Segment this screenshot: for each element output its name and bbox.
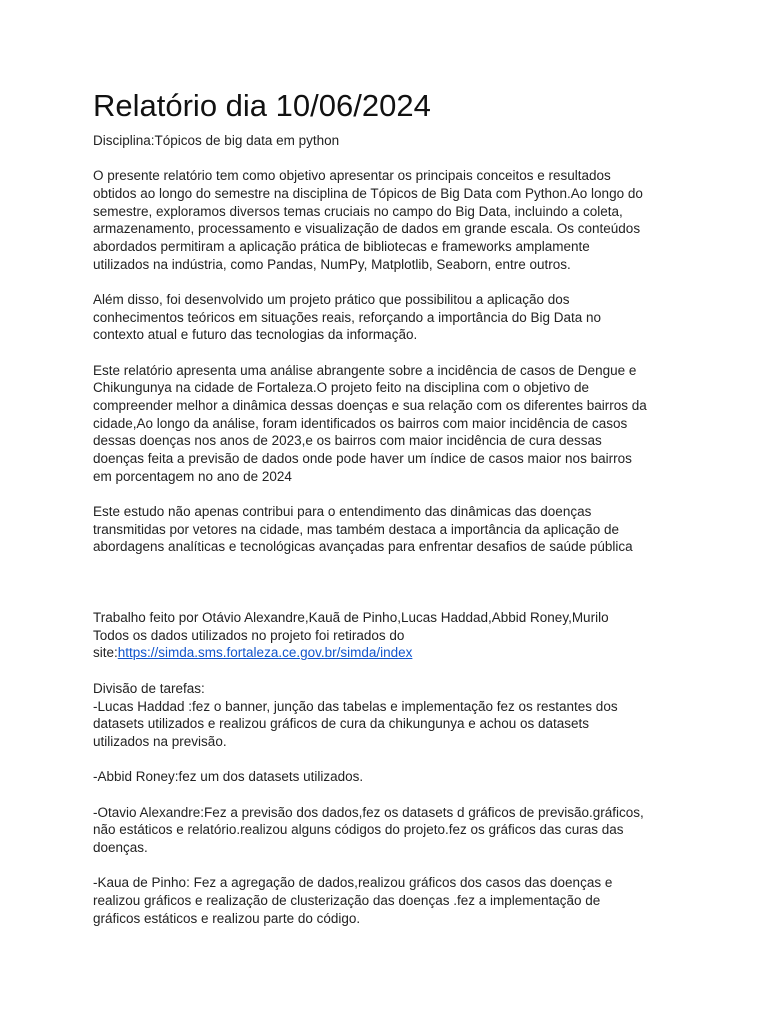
text-line: armazenamento, processamento e visualização de dados em grande escala. Os conteúdos (93, 221, 641, 236)
text-line: O presente relatório tem como objetivo apresentar os principais conceitos e resultados (93, 168, 611, 183)
task-line: -Otavio Alexandre:Fez a previsão dos dados,fez os datasets d gráficos de previsão.gráficos, (93, 805, 644, 820)
task-line: utilizados na previsão. (93, 734, 227, 749)
tasks-heading: Divisão de tarefas: (93, 681, 205, 696)
text-line: Este relatório apresenta uma análise abrangente sobre a incidência de casos de Dengue e (93, 363, 637, 378)
site-line (93, 644, 412, 661)
text-line: Chikungunya na cidade de Fortaleza.O projeto feito na disciplina com o objetivo de (93, 380, 590, 395)
task-line: doenças. (93, 840, 148, 855)
task-line: -Kaua de Pinho: Fez a agregação de dados,realizou gráficos dos casos das doenças e (93, 875, 613, 890)
text-line: transmitidas por vetores na cidade, mas também destaca a importância da aplicação de (93, 522, 620, 537)
authors-line: Trabalho feito por Otávio Alexandre,Kauã de Pinho,Lucas Haddad,Abbid Roney,Murilo (93, 610, 609, 625)
text-line: cidade,Ao longo da análise, foram identificados os bairros com maior incidência de casos (93, 416, 628, 431)
task-line: não estáticos e relatório.realizou alguns códigos do projeto.fez os gráficos das curas das (93, 822, 624, 837)
task-line: gráficos estáticos e realizou parte do código. (93, 911, 361, 926)
text-line: contexto atual e futuro das tecnologias da informação. (93, 327, 418, 342)
task-line: -Abbid Roney:fez um dos datasets utilizados. (93, 769, 364, 784)
task-line: -Lucas Haddad :fez o banner, junção das tabelas e implementação fez os restantes dos (93, 699, 618, 714)
text-line: utilizados na indústria, como Pandas, NumPy, Matplotlib, Seaborn, entre outros. (93, 257, 571, 272)
text-line: em porcentagem no ano de 2024 (93, 469, 292, 484)
text-line: dessas doenças nos anos de 2023,e os bairros com maior incidência de cura dessas (93, 433, 602, 448)
text-line: semestre, exploramos diversos temas cruciais no campo do Big Data, incluindo a coleta, (93, 204, 623, 219)
text-line: abordagens analíticas e tecnológicas avançadas para enfrentar desafios de saúde pública (93, 539, 633, 554)
task-line: realizou gráficos e realização de clusterização das doenças .fez a implementação de (93, 893, 601, 908)
site-prefix: site: (93, 645, 118, 660)
text-line: doenças feita a previsão de dados onde pode haver um índice de casos maior nos bairros (93, 451, 632, 466)
text-line: conhecimentos teóricos em situações reais, reforçando a importância do Big Data no (93, 310, 602, 325)
discipline-line: Disciplina:Tópicos de big data em python (93, 133, 340, 148)
data-source-line: Todos os dados utilizados no projeto foi retirados do (93, 628, 405, 643)
task-line: datasets utilizados e realizou gráficos de cura da chikungunya e achou os datasets (93, 716, 590, 731)
text-line: compreender melhor a dinâmica dessas doenças e sua relação com os diferentes bairros da (93, 398, 647, 413)
source-link[interactable]: https://simda.sms.fortaleza.ce.gov.br/simda/index (117, 645, 413, 660)
document-title: Relatório dia 10/06/2024 (93, 88, 431, 123)
text-line: Este estudo não apenas contribui para o entendimento das dinâmicas das doenças (93, 504, 592, 519)
text-line: Além disso, foi desenvolvido um projeto prático que possibilitou a aplicação dos (93, 292, 570, 307)
text-line: abordados permitiram a aplicação prática de bibliotecas e frameworks amplamente (93, 239, 590, 254)
text-line: obtidos ao longo do semestre na disciplina de Tópicos de Big Data com Python.Ao longo do (93, 186, 643, 201)
